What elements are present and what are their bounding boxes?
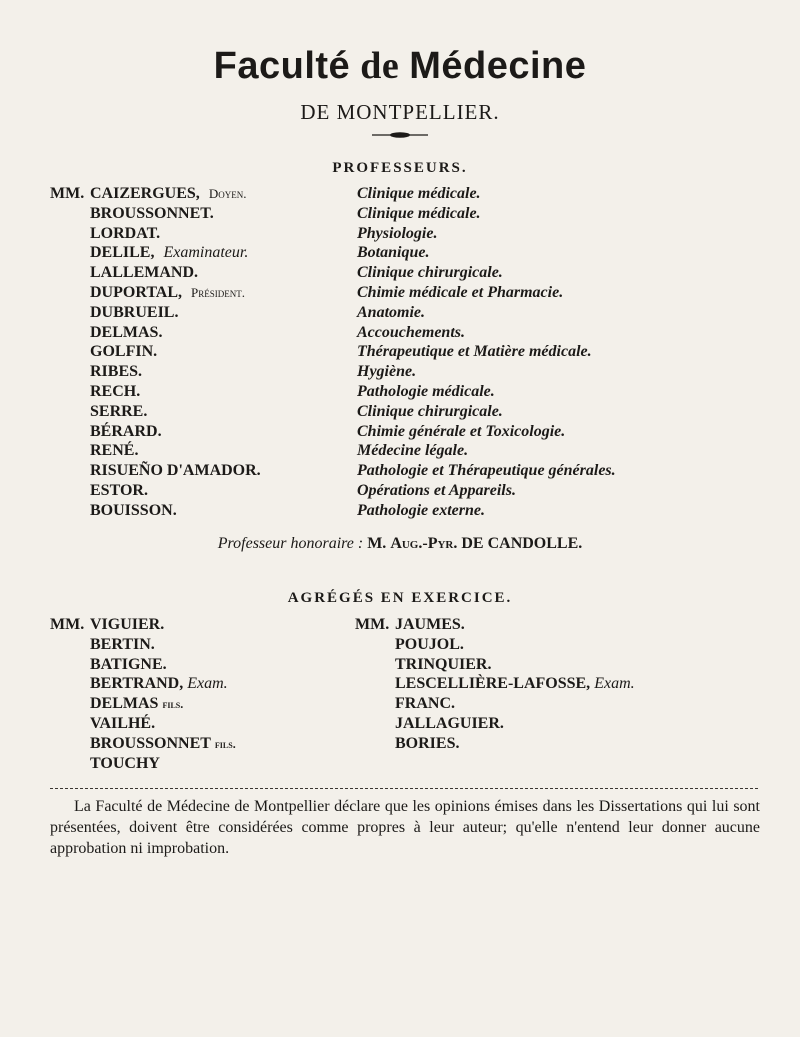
agrege-row <box>355 635 785 655</box>
agrege-entry <box>90 735 236 752</box>
professeur-row <box>50 224 770 244</box>
agreges-prefix: MM. <box>355 616 390 633</box>
professeur-name: SERRE. <box>90 402 148 420</box>
professeur-name: BÉRARD. <box>90 422 162 440</box>
agrege-entry <box>90 656 167 673</box>
agrege-name: BATIGNE. <box>90 655 167 673</box>
professeur-name: RIBES. <box>90 363 143 381</box>
agrege-name: FRANC. <box>395 695 455 713</box>
professeur-name: ESTOR. <box>90 481 148 499</box>
professeur-subject: Anatomie. <box>357 303 426 321</box>
agrege-entry <box>90 715 155 732</box>
professeurs-list <box>50 184 770 521</box>
professeur-subject: Clinique médicale. <box>357 185 481 202</box>
agrege-entry <box>90 675 228 692</box>
professeur-name: CAIZERGUES, Doyen. <box>90 185 247 202</box>
dashed-divider <box>50 788 758 789</box>
professeur-name: BROUSSONNET. <box>90 204 214 222</box>
title-word-medecine: Médecine <box>409 45 587 87</box>
professeur-name: RENÉ. <box>90 442 139 460</box>
professeur-row <box>50 184 770 204</box>
agrege-entry <box>395 656 491 673</box>
agrege-name: TRINQUIER. <box>395 655 492 673</box>
professeur-role: Doyen. <box>208 186 247 201</box>
agrege-entry <box>395 616 465 633</box>
honoraire-prefix: M. <box>367 535 387 552</box>
professeur-row <box>50 263 770 283</box>
professeur-name: GOLFIN. <box>90 343 158 361</box>
agrege-row <box>50 754 370 774</box>
faculty-subtitle: DE MONTPELLIER. <box>300 100 500 124</box>
agreges-right-column <box>355 615 785 754</box>
agrege-name: POUJOL. <box>395 635 464 653</box>
honoraire-initials: Aug.-Pyr. <box>390 535 458 552</box>
professeur-row <box>50 441 770 461</box>
professeur-row <box>50 323 770 343</box>
agrege-fils: fils. <box>214 736 236 751</box>
professeur-subject: Clinique médicale. <box>357 204 481 222</box>
professeur-name: DUPORTAL, Président. <box>90 283 246 301</box>
title-word-de: de <box>360 45 400 87</box>
agrege-name: VIGUIER. <box>90 616 165 633</box>
professeur-row <box>50 422 770 442</box>
agrege-row <box>50 714 370 734</box>
professeur-role: Président. <box>191 284 246 300</box>
professeur-subject: Médecine légale. <box>357 442 469 460</box>
professeur-role: Examinateur. <box>163 244 249 262</box>
agrege-row <box>355 674 785 694</box>
agrege-row <box>355 694 785 714</box>
agrege-entry <box>90 755 160 772</box>
professeur-subject: Thérapeutique et Matière médicale. <box>357 343 592 361</box>
professeurs-heading: PROFESSEURS. <box>332 160 468 176</box>
professeur-subject: Clinique chirurgicale. <box>357 402 503 420</box>
agrege-row <box>355 655 785 675</box>
professeur-row <box>50 382 770 402</box>
professeur-name: RECH. <box>90 382 141 400</box>
agrege-entry <box>90 695 183 712</box>
agrege-row <box>50 734 370 754</box>
professeur-row <box>50 481 770 501</box>
professeur-row <box>50 501 770 521</box>
faculty-disclaimer: La Faculté de Médecine de Montpellier déclare que les opinions émises dans les Dissertations qui lui sont présentées, doivent être considérées comme propres à leur auteur; qu'elle n'entend leur donner aucune approbation ni improbation. <box>50 798 760 857</box>
professeur-name: RISUEÑO D'AMADOR. <box>90 462 261 480</box>
professeur-name: BOUISSON. <box>90 501 177 519</box>
professeur-subject: Accouchements. <box>357 323 465 341</box>
agrege-row <box>355 615 785 635</box>
agrege-name: BORIES. <box>395 734 460 752</box>
agrege-name: JAUMES. <box>395 616 465 633</box>
professeur-subject: Opérations et Appareils. <box>357 481 516 499</box>
professeur-row <box>50 402 770 422</box>
agrege-entry <box>395 715 504 732</box>
agrege-row <box>355 734 785 754</box>
professeur-subject: Pathologie externe. <box>357 501 485 519</box>
agrege-row <box>50 694 370 714</box>
honoraire-name: DE CANDOLLE. <box>461 535 583 552</box>
professeurs-prefix: MM. <box>50 185 85 202</box>
agrege-extra: Exam. <box>594 675 635 693</box>
agrege-entry <box>395 695 455 712</box>
faculty-title <box>0 44 800 88</box>
agreges-prefix: MM. <box>50 616 85 633</box>
agrege-entry <box>395 636 464 653</box>
professeur-row <box>50 342 770 362</box>
agrege-entry <box>395 675 635 692</box>
agrege-name: BERTIN. <box>90 635 155 653</box>
agrege-row <box>50 655 370 675</box>
agreges-left-column <box>50 615 370 773</box>
professeur-row <box>50 303 770 323</box>
agrege-row <box>355 714 785 734</box>
agrege-name: LESCELLIÈRE-LAFOSSE, <box>395 675 591 693</box>
agrege-entry <box>395 735 459 752</box>
agrege-name: TOUCHY <box>90 754 160 772</box>
professeur-row <box>50 461 770 481</box>
agrege-name: DELMAS <box>90 695 159 713</box>
professeur-subject: Botanique. <box>357 244 430 262</box>
professeur-subject: Chimie générale et Toxicologie. <box>357 422 566 440</box>
professeur-name: LORDAT. <box>90 224 161 242</box>
agrege-name: JALLAGUIER. <box>395 714 504 732</box>
agrege-row <box>50 615 370 635</box>
title-word-faculte: Faculté <box>213 45 351 87</box>
agrege-name: VAILHÉ. <box>90 714 156 732</box>
agrege-entry <box>90 636 155 653</box>
agrege-name: BERTRAND, <box>90 675 184 693</box>
ornament-divider-icon <box>372 131 428 139</box>
agrege-name: BROUSSONNET <box>90 734 211 752</box>
professeur-row <box>50 204 770 224</box>
agrege-fils: fils. <box>162 697 184 712</box>
agrege-extra: Exam. <box>187 675 228 693</box>
professeur-row <box>50 362 770 382</box>
professeur-name: DELMAS. <box>90 323 163 341</box>
professeur-name: DUBRUEIL. <box>90 303 179 321</box>
professeur-name: DELILE, Examinateur. <box>90 244 249 262</box>
professeur-subject: Pathologie et Thérapeutique générales. <box>357 462 616 480</box>
professeur-row <box>50 243 770 263</box>
professeur-subject: Chimie médicale et Pharmacie. <box>357 283 564 301</box>
professeur-subject: Clinique chirurgicale. <box>357 264 503 282</box>
professeur-subject: Physiologie. <box>357 224 438 242</box>
professeur-subject: Pathologie médicale. <box>357 382 495 400</box>
professeur-subject: Hygiène. <box>357 363 417 381</box>
agrege-row <box>50 635 370 655</box>
agrege-row <box>50 674 370 694</box>
professeur-name: LALLEMAND. <box>90 264 199 282</box>
agreges-heading: AGRÉGÉS EN EXERCICE. <box>287 590 513 606</box>
professeur-row <box>50 283 770 303</box>
honoraire-label: Professeur honoraire : <box>217 535 364 552</box>
agrege-entry <box>90 616 164 633</box>
professeur-honoraire-line <box>0 535 800 553</box>
